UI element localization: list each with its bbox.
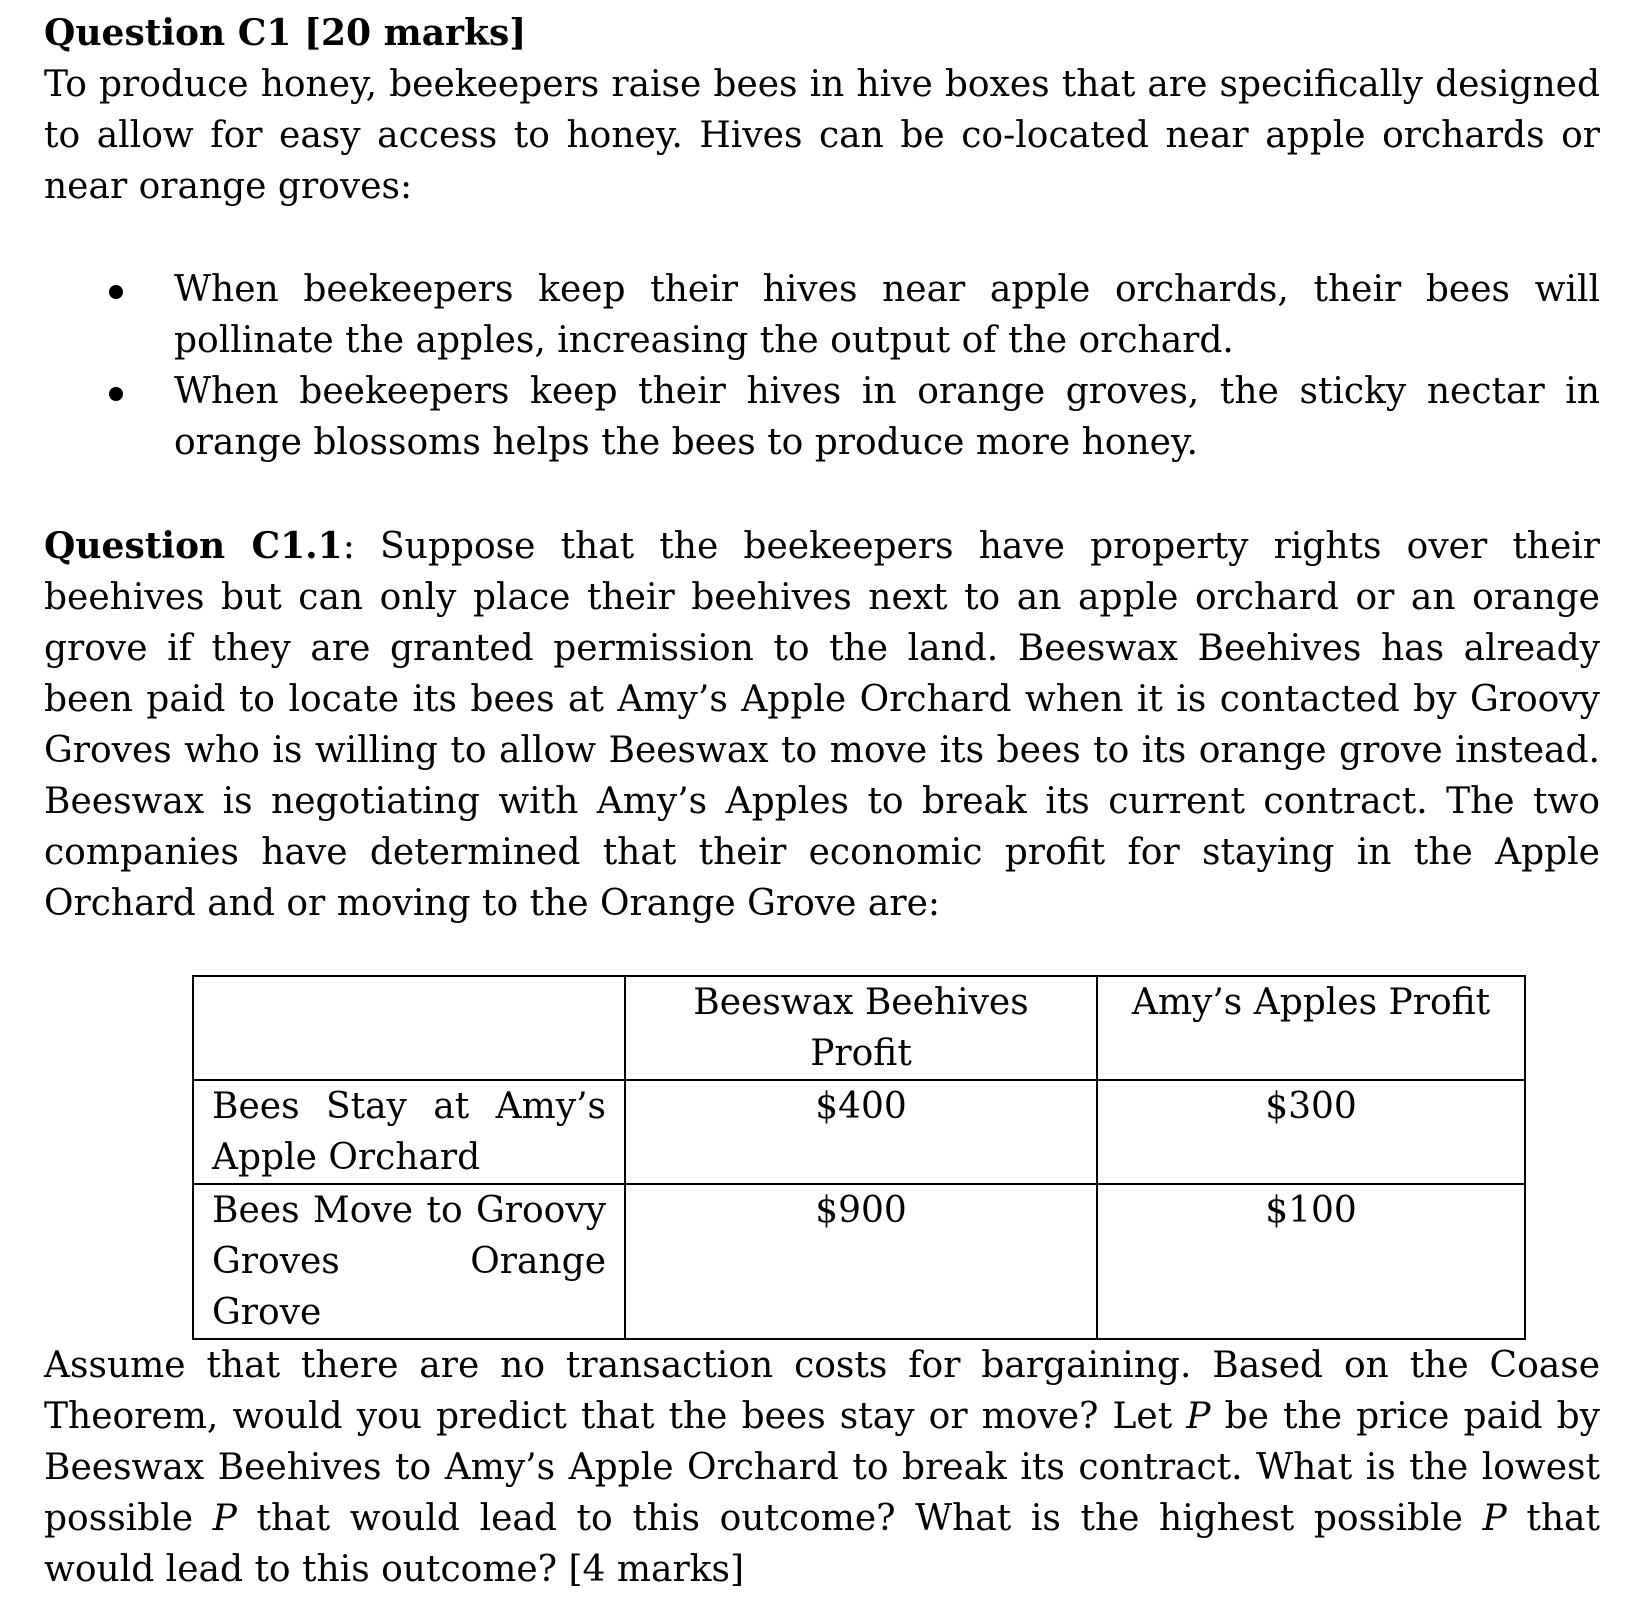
subquestion-paragraph (44, 521, 1600, 929)
subquestion-text: : Suppose that the beekeepers have property rights over their beehives but can only place their beehives next to an apple orchard or an orange grove if they are granted permission to the land. Beeswax Beehives has already been paid to locate its bees at Amy’s Apple Orchard when it is contacted by Groovy Groves who is willing to allow Beeswax to move its bees to its orange grove instead. Beeswax is negotiating with Amy’s Apples to break its current contract. The two companies have determined that their economic profit for staying in the Apple Orchard and or moving to the Orange Grove are: (44, 526, 1601, 924)
bullet-icon (109, 285, 123, 299)
profit-table (192, 975, 1526, 1340)
cell-beeswax-stay: $400 (625, 1080, 1097, 1184)
final-text-2: be the price paid by Beeswax Beehives to Amy’s Apple Orchard to break its contract. What is the lowest possible (44, 1396, 1600, 1539)
table-row (193, 1184, 1525, 1339)
intro-paragraph: To produce honey, beekeepers raise bees in hive boxes that are specifically designed to allow for easy access to honey. Hives can be co-located near apple orchards or near orange groves: (44, 64, 1600, 207)
cell-amy-stay: $300 (1097, 1080, 1525, 1184)
final-question-paragraph (44, 1340, 1600, 1595)
table-header-row (193, 976, 1525, 1080)
final-text-1: Assume that there are no transaction costs for bargaining. Based on the Coase Theorem, would you predict that the bees stay or move? Let (44, 1345, 1600, 1437)
bullet-text: When beekeepers keep their hives near apple orchards, their bees will pollinate the apples, increasing the output of the orchard. (174, 269, 1600, 361)
row-label-stay: Bees Stay at Amy’s Apple Orchard (193, 1080, 625, 1184)
cell-amy-move: $100 (1097, 1184, 1525, 1339)
bullet-icon (109, 387, 123, 401)
final-text-4: that would lead to this outcome? [4 marks] (44, 1498, 1600, 1590)
table-row (193, 1080, 1525, 1184)
subquestion-label: Question C1.1 (44, 525, 343, 567)
bullet-list (44, 264, 1600, 468)
bullet-item-orange (44, 366, 1600, 468)
row-label-move: Bees Move to Groovy Groves Orange Grove (193, 1184, 625, 1339)
price-variable: P (1482, 1498, 1507, 1539)
question-title: Question C1 [20 marks] (44, 12, 527, 54)
table-header-empty (193, 976, 625, 1080)
price-variable: P (212, 1498, 237, 1539)
final-text-3: that would lead to this outcome? What is the highest possible (236, 1498, 1483, 1539)
bullet-text: When beekeepers keep their hives in orange groves, the sticky nectar in orange blossoms helps the bees to produce more honey. (174, 371, 1600, 463)
bullet-item-apple (44, 264, 1600, 366)
cell-beeswax-move: $900 (625, 1184, 1097, 1339)
table-header-amy: Amy’s Apples Profit (1097, 976, 1525, 1080)
question-intro-block (44, 8, 1600, 212)
table-header-beeswax: Beeswax Beehives Profit (625, 976, 1097, 1080)
price-variable: P (1186, 1396, 1211, 1437)
